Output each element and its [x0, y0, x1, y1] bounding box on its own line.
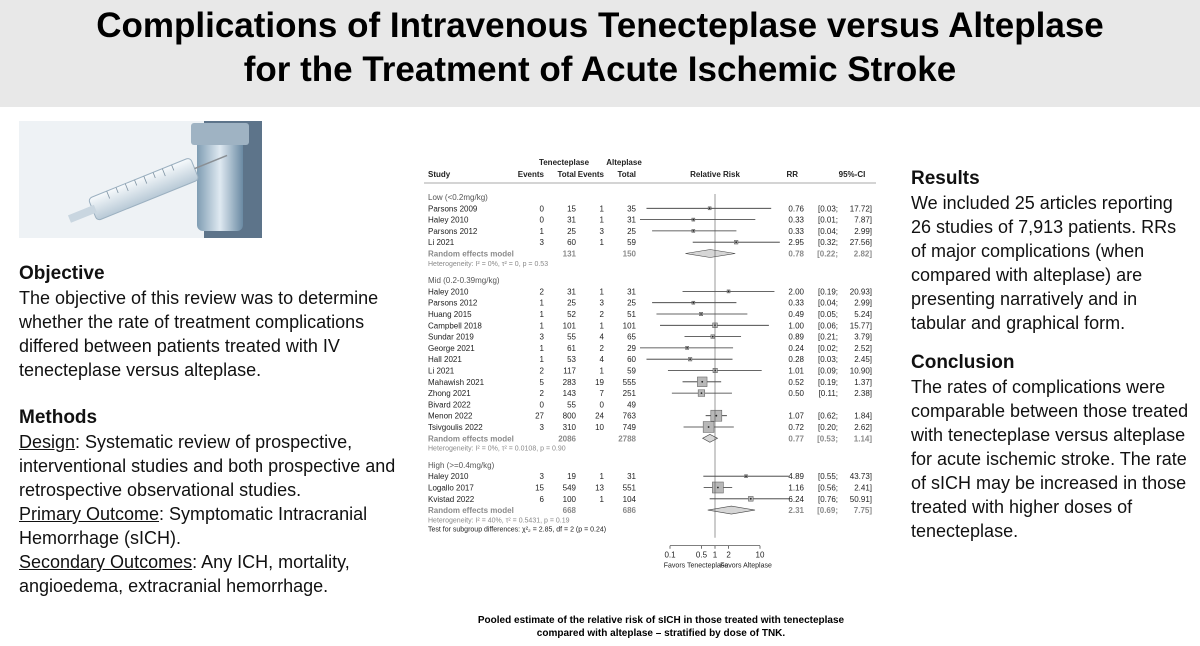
study-total-tnk: 101 [562, 321, 576, 331]
study-ci-low: [0.20; [817, 423, 838, 432]
study-ci-low: [0.55; [817, 472, 838, 482]
x-axis-tick-label: 0.5 [695, 550, 708, 560]
methods-secondary [19, 550, 409, 598]
study-total-alt: 60 [627, 355, 636, 365]
study-rr: 0.52 [788, 377, 804, 387]
study-ci-high: 2.41] [854, 483, 872, 493]
pooled-label: Random effects model [428, 249, 514, 259]
study-total-alt: 35 [627, 204, 636, 214]
study-ci-low: [0.06; [817, 321, 838, 331]
study-ci-high: 43.73] [849, 472, 872, 482]
study-ci-low: [0.19; [817, 287, 838, 297]
study-events-alt: 1 [599, 472, 604, 482]
syringe-vial-image [19, 121, 262, 238]
results-heading: Results [911, 168, 980, 189]
point-estimate-dot [701, 381, 703, 383]
point-estimate-dot [708, 426, 710, 428]
study-total-tnk: 60 [567, 238, 576, 248]
study-total-alt: 59 [627, 366, 636, 376]
study-ci-high: 15.77] [849, 321, 872, 331]
study-name: George 2021 [428, 343, 475, 353]
header-total-tnk: Total [557, 170, 576, 179]
study-name: Haley 2010 [428, 215, 469, 225]
study-events-alt: 3 [599, 226, 604, 236]
study-total-alt: 25 [627, 226, 636, 236]
pooled-total-tnk: 2086 [558, 434, 576, 444]
study-ci-low: [0.01; [817, 215, 838, 225]
study-rr: 0.72 [788, 423, 804, 432]
pooled-rr: 2.31 [788, 506, 804, 516]
study-events-tnk: 1 [539, 226, 544, 236]
study-events-tnk: 1 [539, 321, 544, 331]
study-events-alt: 1 [599, 321, 604, 331]
study-name: Haley 2010 [428, 472, 469, 482]
study-events-alt: 1 [599, 494, 604, 504]
study-ci-high: 20.93] [849, 287, 872, 297]
study-ci-low: [0.11; [818, 389, 838, 399]
design-text: : Systematic review of prospective, interventional studies and both prospective and retrospective observational studies. [19, 432, 396, 500]
study-total-tnk: 15 [567, 204, 576, 214]
syringe-vial-photo [19, 121, 262, 238]
study-ci-low: [0.56; [817, 483, 838, 493]
study-name: Bivard 2022 [428, 400, 471, 410]
study-ci-high: 1.37] [854, 377, 872, 387]
study-events-alt: 19 [595, 377, 604, 387]
study-rr: 1.16 [788, 483, 804, 493]
study-ci-low: [0.04; [817, 226, 838, 236]
study-total-alt: 59 [627, 238, 636, 248]
heterogeneity-text: Heterogeneity: I² = 0%, τ² = 0.0108, p = 0.90 [428, 445, 566, 453]
study-total-tnk: 25 [567, 298, 576, 308]
pooled-rr: 0.77 [788, 434, 804, 444]
study-total-alt: 51 [627, 310, 636, 319]
study-events-tnk: 6 [539, 494, 544, 504]
pooled-ci-low: [0.69; [817, 506, 838, 516]
design-label: Design [19, 432, 76, 452]
study-events-tnk: 2 [539, 389, 544, 399]
study-ci-high: 2.62] [854, 423, 872, 432]
methods-design [19, 430, 409, 502]
study-events-alt: 4 [599, 332, 604, 342]
figure-caption: Pooled estimate of the relative risk of sICH in those treated with tenecteplase compared with alteplase – stratified by dose of TNK. [477, 615, 845, 639]
study-total-alt: 555 [622, 377, 636, 387]
study-total-tnk: 55 [567, 400, 576, 410]
pooled-ci-high: 7.75] [853, 506, 872, 516]
study-rr: 0.24 [788, 343, 804, 353]
right-column [911, 167, 1191, 543]
study-events-tnk: 2 [539, 366, 544, 376]
study-rr: 1.07 [788, 411, 804, 421]
pooled-ci-high: 2.82] [853, 249, 872, 259]
study-total-alt: 31 [627, 472, 636, 482]
point-estimate-dot [715, 415, 717, 417]
study-total-tnk: 19 [567, 472, 576, 482]
study-rr: 1.01 [788, 366, 804, 376]
point-estimate-dot [700, 313, 702, 315]
study-total-alt: 551 [622, 483, 636, 493]
favors-tenecteplase-label: Favors Tenecteplase [663, 562, 729, 570]
header-alteplase: Alteplase [606, 158, 642, 167]
study-total-alt: 31 [627, 215, 636, 225]
point-estimate-dot [745, 475, 747, 477]
study-rr: 4.89 [788, 472, 804, 482]
x-axis-tick-label: 0.1 [664, 550, 676, 560]
study-events-tnk: 2 [539, 287, 544, 297]
study-rr: 0.50 [788, 389, 804, 399]
study-name: Parsons 2012 [428, 226, 478, 236]
x-axis-tick-label: 2 [726, 550, 731, 560]
subgroup-label: Mid (0.2-0.39mg/kg) [428, 276, 500, 286]
study-events-alt: 24 [595, 411, 604, 421]
study-name: Campbell 2018 [428, 321, 482, 331]
conclusion-heading: Conclusion [911, 352, 1015, 373]
study-total-tnk: 100 [562, 494, 576, 504]
study-ci-low: [0.04; [817, 298, 838, 308]
study-total-tnk: 31 [567, 287, 576, 297]
study-total-tnk: 31 [567, 215, 576, 225]
study-name: Huang 2015 [428, 310, 472, 319]
study-total-alt: 65 [627, 332, 636, 342]
study-rr: 2.95 [788, 238, 804, 248]
pooled-diamond [685, 250, 735, 258]
study-total-tnk: 800 [562, 411, 576, 421]
forest-plot-svg [420, 152, 876, 612]
study-events-tnk: 27 [535, 411, 544, 421]
study-events-tnk: 0 [539, 215, 544, 225]
study-events-tnk: 1 [539, 310, 544, 319]
header-study: Study [428, 170, 451, 179]
study-events-tnk: 15 [535, 483, 544, 493]
favors-alteplase-label: Favors Alteplase [720, 562, 772, 570]
heterogeneity-text: Heterogeneity: I² = 40%, τ² = 0.5431, p = 0.19 [428, 517, 570, 525]
study-name: Li 2021 [428, 366, 455, 376]
point-estimate-dot [686, 347, 688, 349]
study-name: Parsons 2012 [428, 298, 478, 308]
study-total-tnk: 25 [567, 226, 576, 236]
study-rr: 0.28 [788, 355, 804, 365]
study-total-alt: 101 [622, 321, 636, 331]
study-ci-high: 50.91] [849, 494, 872, 504]
conclusion-text: The rates of complications were comparable between those treated with tenecteplase versus alteplase for acute ischemic stroke. The rate of sICH may be increased in those treated with higher doses of tenecteplase. [911, 377, 1189, 541]
pooled-ci-high: 1.14] [853, 434, 872, 444]
subgroup-label: Low (<0.2mg/kg) [428, 193, 488, 202]
study-ci-low: [0.62; [817, 411, 838, 421]
study-total-tnk: 52 [567, 310, 576, 319]
study-events-tnk: 1 [539, 343, 544, 353]
page-title [0, 0, 1200, 92]
study-name: Zhong 2021 [428, 389, 471, 399]
study-events-tnk: 3 [539, 423, 544, 432]
study-total-alt: 749 [622, 423, 636, 432]
pooled-total-alt: 2788 [618, 434, 636, 444]
study-ci-low: [0.03; [817, 204, 838, 214]
pooled-total-alt: 686 [622, 506, 636, 516]
study-events-alt: 7 [599, 389, 604, 399]
study-events-alt: 13 [595, 483, 604, 493]
header-events-alt: Events [577, 170, 604, 179]
study-name: Logallo 2017 [428, 483, 474, 493]
study-ci-low: [0.19; [817, 377, 838, 387]
primary-label: Primary Outcome [19, 504, 160, 524]
methods-primary [19, 502, 409, 550]
study-rr: 0.33 [788, 215, 804, 225]
point-estimate-dot [728, 291, 730, 293]
study-ci-high: 2.99] [854, 298, 872, 308]
study-total-tnk: 549 [562, 483, 576, 493]
objective-text: The objective of this review was to determine whether the rate of treatment complications differed between patients treated with IV tenecteplase versus alteplase. [19, 288, 379, 380]
header-total-alt: Total [617, 170, 636, 179]
study-total-alt: 25 [627, 298, 636, 308]
study-ci-high: 2.38] [854, 389, 872, 399]
point-estimate-dot [712, 336, 714, 338]
secondary-text: : Any ICH, mortality, angioedema, extracranial hemorrhage. [19, 552, 350, 596]
pooled-rr: 0.78 [788, 249, 804, 259]
pooled-total-alt: 150 [622, 249, 636, 259]
study-ci-high: 27.56] [849, 238, 872, 248]
study-total-alt: 763 [622, 411, 636, 421]
pooled-ci-low: [0.53; [817, 434, 838, 444]
subgroup-test-text: Test for subgroup differences: χ²₂ = 2.85, df = 2 (p = 0.24) [428, 526, 607, 534]
study-events-alt: 0 [599, 400, 604, 410]
header-rr: RR [786, 170, 798, 179]
study-ci-high: 10.90] [849, 366, 872, 376]
study-events-alt: 1 [599, 238, 604, 248]
pooled-total-tnk: 131 [562, 249, 576, 259]
x-axis-tick-label: 1 [712, 550, 718, 560]
study-events-alt: 2 [599, 310, 604, 319]
study-ci-low: [0.02; [817, 343, 838, 353]
study-total-tnk: 310 [562, 423, 576, 432]
point-estimate-dot [735, 241, 737, 243]
study-ci-high: 2.52] [854, 343, 872, 353]
study-total-alt: 29 [627, 343, 636, 353]
point-estimate-dot [701, 392, 703, 394]
pooled-label: Random effects model [428, 506, 514, 516]
study-total-tnk: 53 [567, 355, 576, 365]
study-ci-high: 1.84] [854, 411, 872, 421]
x-axis-tick-label: 10 [755, 550, 765, 560]
header-ci: 95%-CI [838, 170, 866, 179]
study-events-tnk: 0 [539, 400, 544, 410]
study-ci-high: 5.24] [854, 310, 872, 319]
point-estimate-dot [750, 498, 752, 500]
study-total-tnk: 61 [567, 343, 576, 353]
study-rr: 6.24 [788, 494, 804, 504]
study-ci-low: [0.05; [817, 310, 838, 319]
header-tenecteplase: Tenecteplase [538, 158, 590, 167]
study-ci-low: [0.32; [817, 238, 838, 248]
study-total-alt: 49 [627, 400, 636, 410]
study-rr: 0.49 [788, 310, 804, 319]
pooled-total-tnk: 668 [562, 506, 576, 516]
study-total-tnk: 143 [562, 389, 576, 399]
point-estimate-dot [692, 230, 694, 232]
methods-heading: Methods [19, 407, 98, 428]
study-name: Hall 2021 [428, 355, 462, 365]
subgroup-label: High (>=0.4mg/kg) [428, 460, 495, 470]
study-events-alt: 2 [599, 343, 604, 353]
point-estimate-dot [692, 219, 694, 221]
study-ci-high: 2.99] [854, 226, 872, 236]
point-estimate-dot [692, 302, 694, 304]
point-estimate-dot [717, 487, 719, 489]
study-name: Menon 2022 [428, 411, 473, 421]
study-ci-low: [0.09; [817, 366, 838, 376]
study-ci-low: [0.76; [817, 494, 838, 504]
study-rr: 0.33 [788, 226, 804, 236]
study-total-tnk: 117 [563, 366, 576, 376]
study-events-tnk: 5 [539, 377, 544, 387]
study-events-tnk: 1 [539, 355, 544, 365]
study-events-alt: 1 [599, 366, 604, 376]
study-ci-high: 3.79] [854, 332, 872, 342]
study-events-tnk: 1 [539, 298, 544, 308]
study-events-tnk: 3 [539, 332, 544, 342]
study-total-tnk: 283 [562, 377, 576, 387]
study-events-alt: 1 [599, 287, 604, 297]
study-events-alt: 10 [595, 423, 604, 432]
point-estimate-dot [689, 358, 691, 360]
study-rr: 1.00 [788, 321, 804, 331]
pooled-label: Random effects model [428, 434, 514, 444]
study-rr: 2.00 [788, 287, 804, 297]
study-events-tnk: 3 [539, 472, 544, 482]
study-ci-low: [0.03; [817, 355, 838, 365]
study-total-tnk: 55 [567, 332, 576, 342]
study-ci-high: 7.87] [854, 215, 872, 225]
study-name: Sundar 2019 [428, 332, 474, 342]
study-events-alt: 4 [599, 355, 604, 365]
left-column [19, 262, 409, 598]
heterogeneity-text: Heterogeneity: I² = 0%, τ² = 0, p = 0.53 [428, 260, 549, 268]
primary-text: : Symptomatic Intracranial Hemorrhage (sICH). [19, 504, 368, 548]
study-events-alt: 1 [599, 204, 604, 214]
study-events-alt: 1 [599, 215, 604, 225]
study-total-alt: 104 [622, 494, 636, 504]
study-name: Kvistad 2022 [428, 494, 475, 504]
results-text: We included 25 articles reporting 26 studies of 7,913 patients. RRs of major complications (when compared with alteplase) are presenting narratively and in tabular and graphical form. [911, 193, 1177, 333]
study-total-alt: 251 [622, 389, 636, 399]
objective-heading: Objective [19, 263, 105, 284]
study-events-alt: 3 [599, 298, 604, 308]
header-relative-risk: Relative Risk [690, 170, 740, 179]
pooled-diamond [703, 434, 718, 442]
title-line-1: Complications of Intravenous Tenecteplase versus Alteplase [96, 6, 1104, 45]
point-estimate-dot [709, 207, 711, 209]
secondary-label: Secondary Outcomes [19, 552, 193, 572]
title-banner [0, 0, 1200, 107]
study-rr: 0.76 [788, 204, 804, 214]
study-events-tnk: 3 [539, 238, 544, 248]
study-name: Mahawish 2021 [428, 377, 485, 387]
header-events-tnk: Events [517, 170, 544, 179]
study-name: Tsivgoulis 2022 [428, 423, 483, 432]
study-rr: 0.33 [788, 298, 804, 308]
study-ci-high: 17.72] [849, 204, 872, 214]
title-line-2: for the Treatment of Acute Ischemic Stroke [243, 50, 957, 89]
study-total-alt: 31 [627, 287, 636, 297]
forest-plot [420, 152, 876, 612]
study-rr: 0.89 [788, 332, 804, 342]
study-name: Haley 2010 [428, 287, 469, 297]
study-events-tnk: 0 [539, 204, 544, 214]
study-ci-high: 2.45] [854, 355, 872, 365]
pooled-ci-low: [0.22; [817, 249, 838, 259]
study-name: Parsons 2009 [428, 204, 478, 214]
study-ci-low: [0.21; [817, 332, 838, 342]
study-name: Li 2021 [428, 238, 455, 248]
